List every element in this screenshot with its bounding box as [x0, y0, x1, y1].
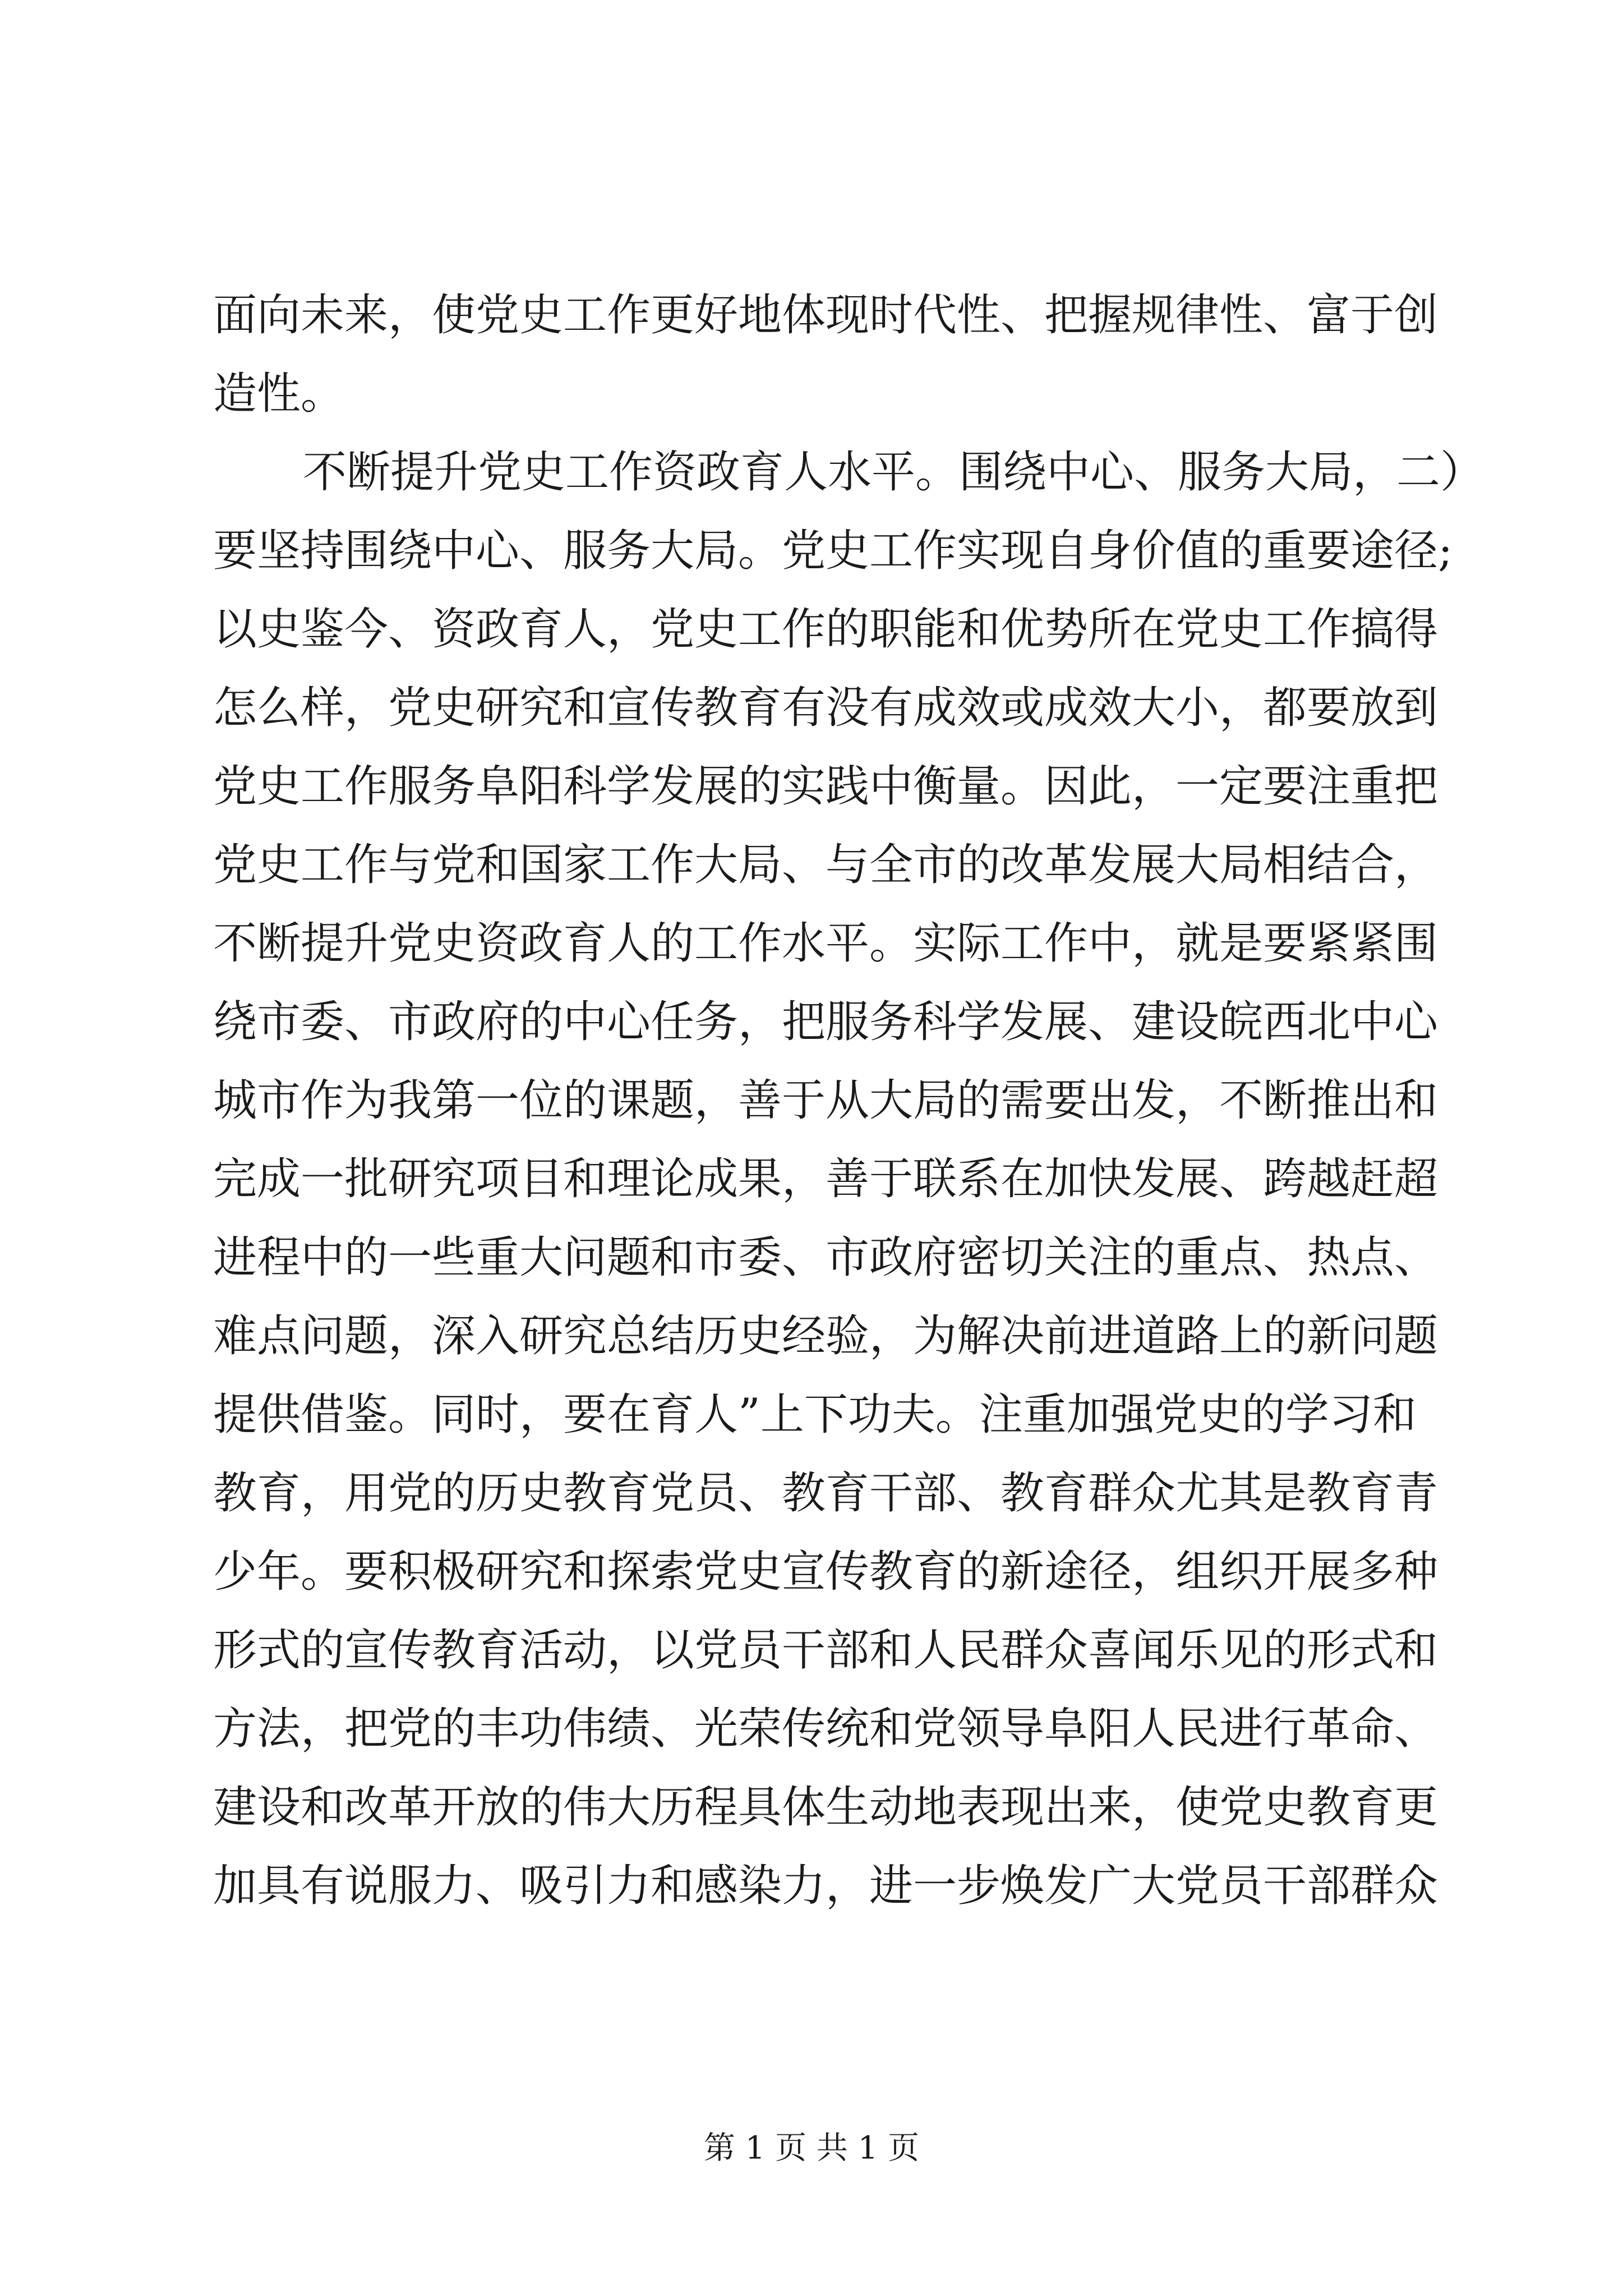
page-number-label: 第 1 页 共 1 页: [703, 2130, 920, 2166]
text-line: 建设和改革开放的伟大历程具体生动地表现出来，使党史教育更: [213, 1782, 1438, 1833]
text-line: 难点问题，深入研究总结历史经验，为解决前进道路上的新问题: [213, 1311, 1438, 1361]
text-line: 加具有说服力、吸引力和感染力，进一步焕发广大党员干部群众: [213, 1861, 1438, 1911]
text-line: 进程中的一些重大问题和市委、市政府密切关注的重点、热点、: [213, 1232, 1438, 1283]
page-footer: [0, 2126, 1623, 2171]
paragraph-first-line: 不断提升党史工作资政育人水平。围绕中心、服务大局，二）: [303, 447, 1484, 498]
text-line: 教育，用党的历史教育党员、教育干部、教育群众尤其是教育青: [213, 1468, 1438, 1519]
text-line: 提供借鉴。同时，要在育人”上下功夫。注重加强党史的学习和: [213, 1389, 1417, 1440]
text-line: 少年。要积极研究和探索党史宣传教育的新途径，组织开展多种: [213, 1547, 1438, 1597]
text-line: 党史工作与党和国家工作大局、与全市的改革发展大局相结合，: [213, 840, 1438, 890]
text-line: 城市作为我第一位的课题，善于从大局的需要出发，不断推出和: [213, 1075, 1438, 1126]
text-line: 党史工作服务阜阳科学发展的实践中衡量。因此，一定要注重把: [213, 761, 1438, 812]
text-line: 完成一批研究项目和理论成果，善于联系在加快发展、跨越赶超: [213, 1154, 1438, 1204]
text-line: 要坚持围绕中心、服务大局。党史工作实现自身价值的重要途径;: [213, 526, 1453, 576]
text-line: 形式的宣传教育活动，以党员干部和人民群众喜闻乐见的形式和: [213, 1625, 1438, 1676]
text-line: 怎么样，党史研究和宣传教育有没有成效或成效大小，都要放到: [213, 683, 1438, 733]
text-line: 面向未来，使党史工作更好地体现时代性、把握规律性、富于创: [213, 290, 1438, 341]
body-text: [213, 276, 1484, 1925]
text-line: 不断提升党史资政育人的工作水平。实际工作中，就是要紧紧围: [213, 918, 1438, 969]
text-line: 绕市委、市政府的中心任务，把服务科学发展、建设皖西北中心: [213, 997, 1438, 1047]
text-line: 以史鉴今、资政育人，党史工作的职能和优势所在党史工作搞得: [213, 604, 1438, 655]
text-line: 造性。: [213, 369, 345, 419]
text-line: 方法，把党的丰功伟绩、光荣传统和党领导阜阳人民进行革命、: [213, 1704, 1438, 1754]
